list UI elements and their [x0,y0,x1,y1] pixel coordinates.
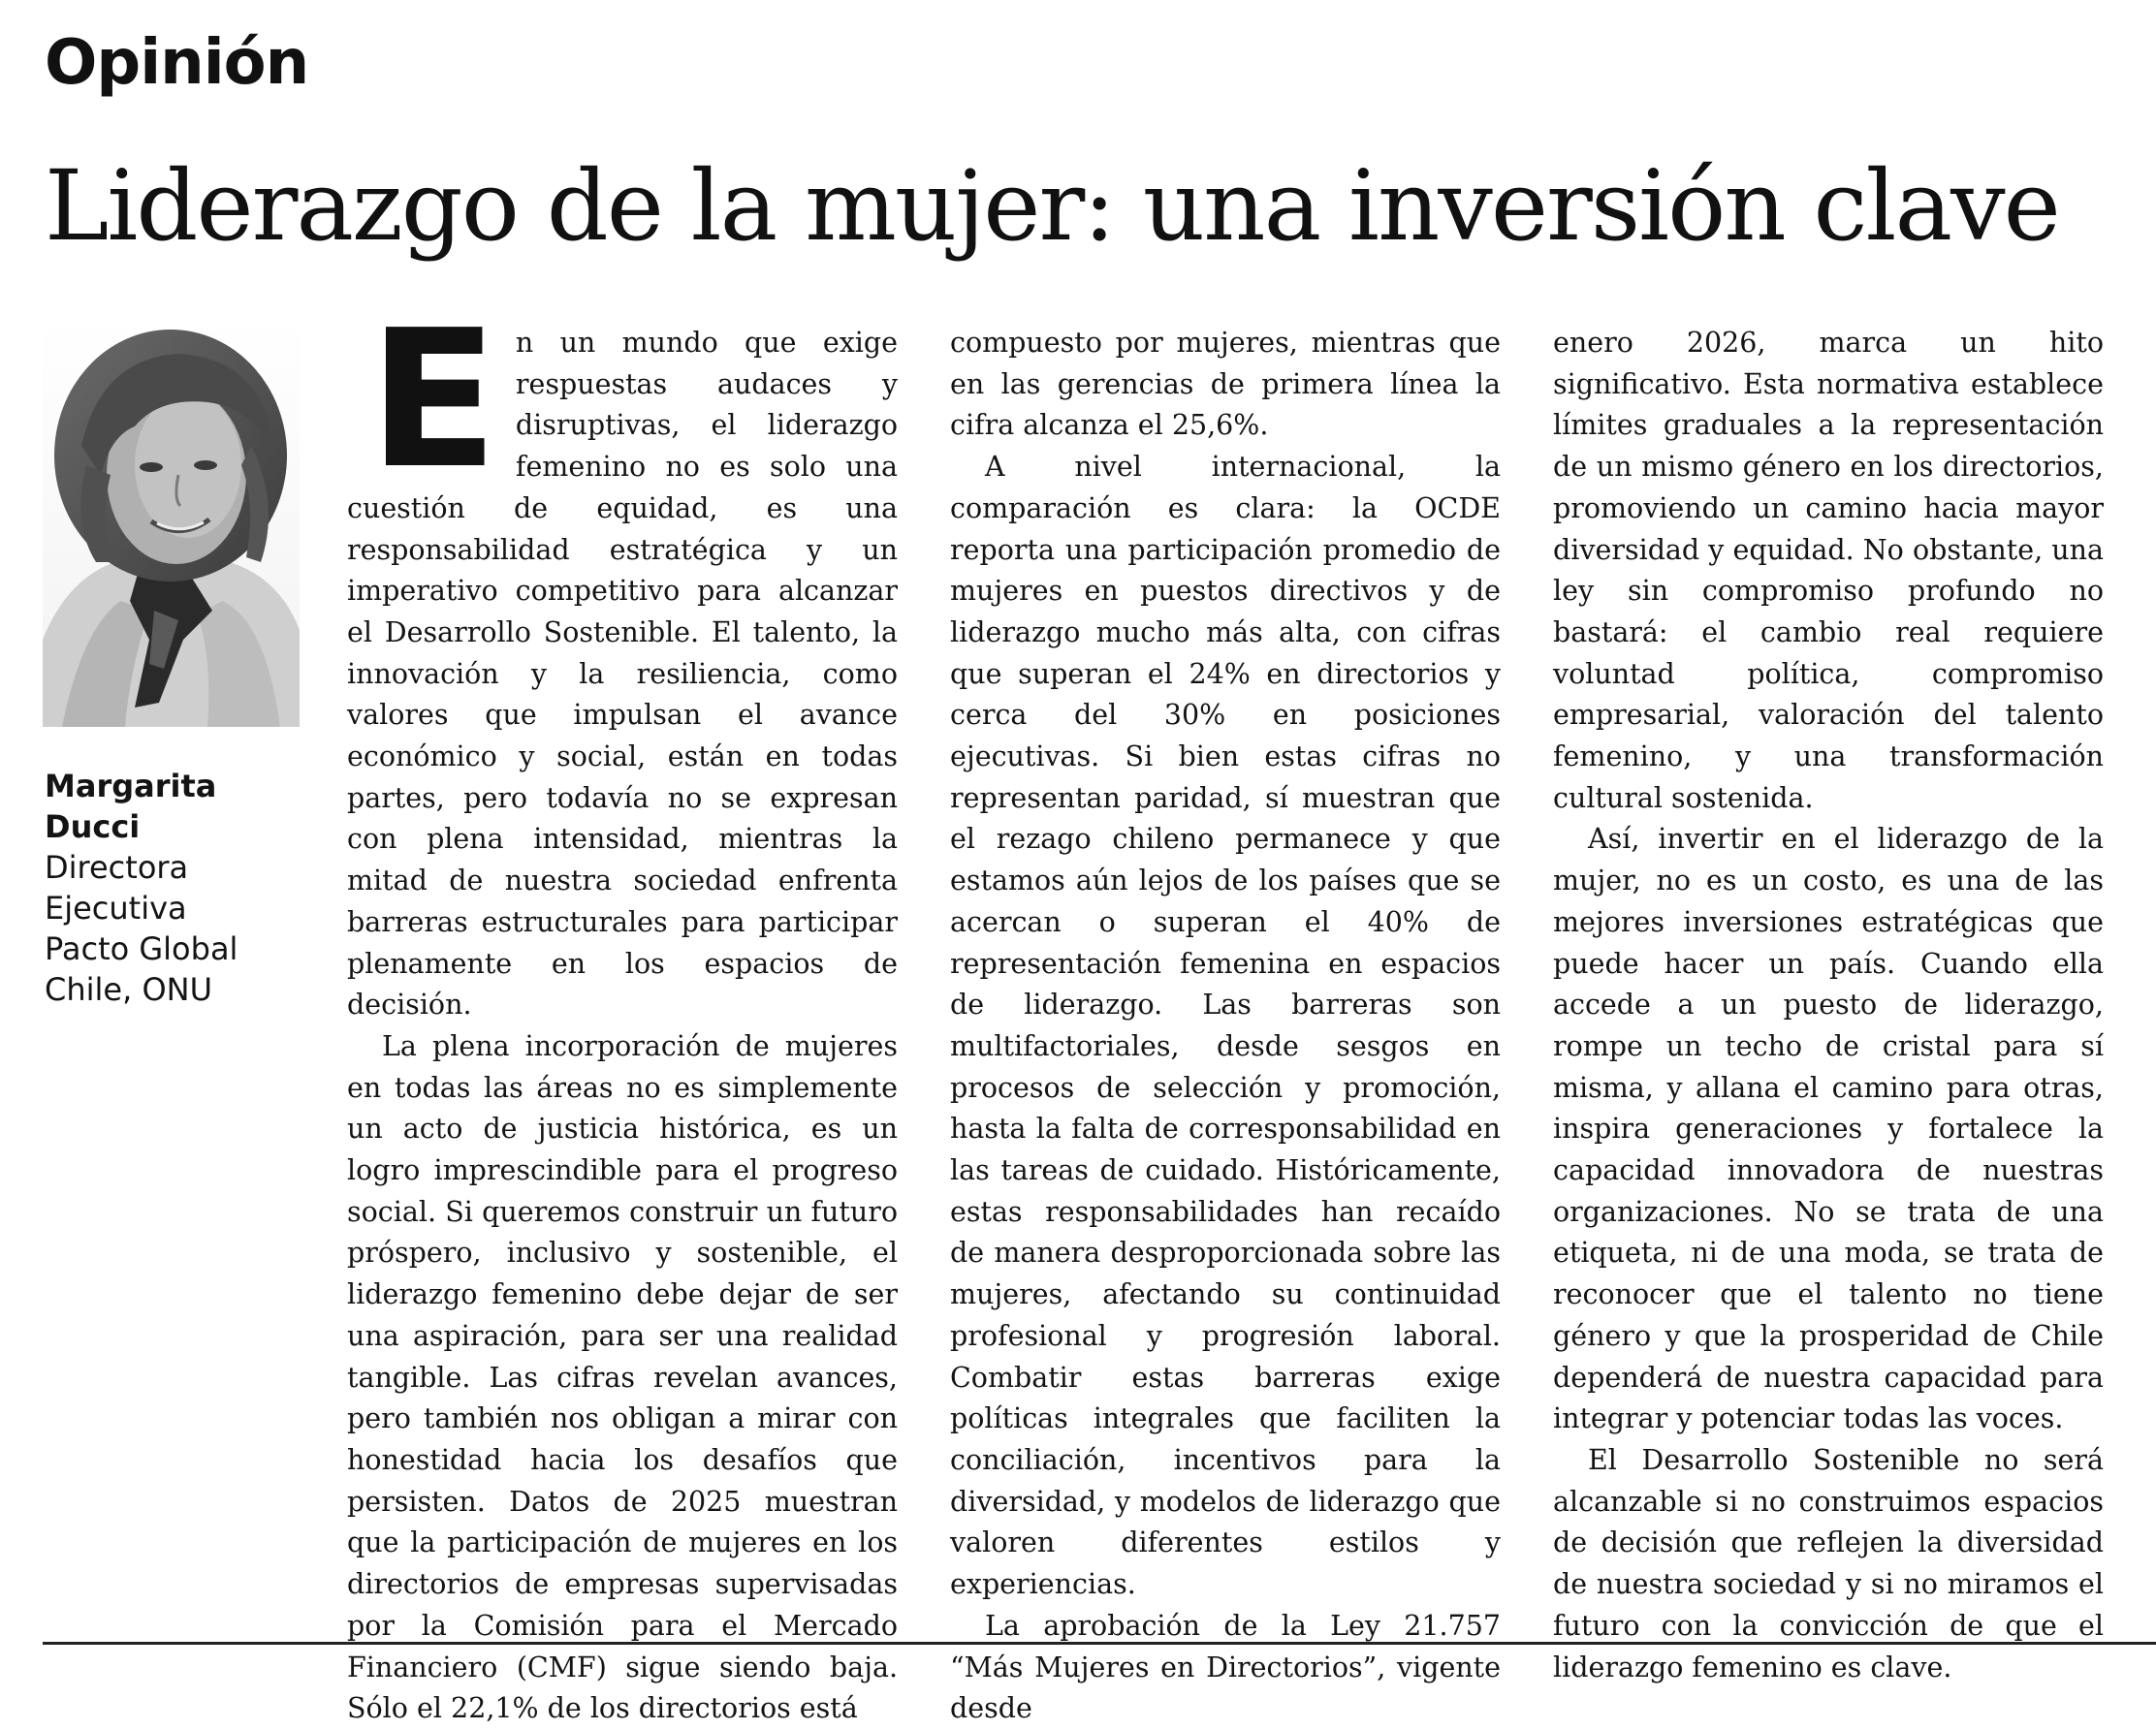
paragraph: Así, invertir en el liderazgo de la mujer, no es un costo, es una de las mejores inversiones estratégicas que puede hacer un país. Cuando ella accede a un puesto de liderazgo, rompe un techo de cristal para sí misma, y allana el camino para otras, inspira generaciones y fortalece la capacidad innovadora de nuestras organizaciones. No se trata de una etiqueta, ni de una moda, se trata de reconocer que el talento no tiene género y que la prosperidad de Chile dependerá de nuestra capacidad para integrar y potenciar todas las voces. [1553,823,2104,1435]
paragraph: compuesto por mujeres, mientras que en las gerencias de primera línea la cifra alcanza el 25,6%. [950,327,1501,442]
author-role-line1: Directora [45,849,189,886]
author-name-line1: Margarita [45,768,217,804]
author-role-line3: Pacto Global [45,930,238,967]
paragraph-text: n un mundo que exige respuestas audaces y disruptivas, el liderazgo femenino no es solo una cuestión de equidad, es una responsabilidad estratégica y un imperativo competitivo para alcanzar el Desarrollo Sostenible. El talento, la innovación y la resiliencia, como valores que impulsan el avance económico y social, están en todas partes, pero todavía no se expresan con plena intensidad, mientras la mitad de nuestra sociedad enfrenta barreras estructurales para participar plenamente en los espacios de decisión. [347,327,898,1022]
drop-cap: E [368,290,498,511]
paragraph: El Desarrollo Sostenible no será alcanzable si no construimos espacios de decisión que reflejen la diversidad de nuestra sociedad y si no miramos el futuro con la convicción de que el liderazgo femenino es clave. [1553,1443,2104,1683]
paragraph: enero 2026, marca un hito significativo. Esta normativa establece límites graduales a la representación de un mismo género en los directorios, promoviendo un camino hacia mayor diversidad y equidad. No obstante, una ley sin compromiso profundo no bastará: el cambio real requiere voluntad política, compromiso empresarial, valoración del talento femenino, y una transformación cultural sostenida. [1553,327,2104,814]
headline: Liderazgo de la mujer: una inversión clave [45,149,2059,263]
author-byline [45,766,287,1010]
article-column-3 [1553,323,2104,1683]
section-label: Opinión [45,27,309,99]
paragraph: La aprobación de la Ley 21.757 “Más Mujeres en Directorios”, vigente desde [950,1609,1501,1725]
author-photo [43,320,300,727]
author-role-line4: Chile, ONU [45,971,212,1008]
author-name-line2: Ducci [45,808,141,845]
bottom-divider [43,1642,2156,1645]
article-column-2 [950,323,1501,1725]
paragraph: La plena incorporación de mujeres en todas las áreas no es simplemente un acto de justicia histórica, es un logro imprescindible para el progreso social. Si queremos construir un futuro próspero, inclusivo y sostenible, el liderazgo femenino debe dejar de ser una aspiración, para ser una realidad tangible. Las cifras revelan avances, pero también nos obligan a mirar con honestidad hacia los desafíos que persisten. Datos de 2025 muestran que la participación de mujeres en los directorios de empresas supervisadas por la Comisión para el Mercado Financiero (CMF) sigue siendo baja. Sólo el 22,1% de los directorios está [347,1029,898,1725]
paragraph: A nivel internacional, la comparación es clara: la OCDE reporta una participación promedio de mujeres en puestos directivos y de liderazgo mucho más alta, con cifras que superan el 24% en directorios y cerca del 30% en posiciones ejecutivas. Si bien estas cifras no representan paridad, sí muestran que el rezago chileno permanece y que estamos aún lejos de los países que se acercan o superan el 40% de representación femenina en espacios de liderazgo. Las barreras son multifactoriales, desde sesgos en procesos de selección y promoción, hasta la falta de corresponsabilidad en las tareas de cuidado. Históricamente, estas responsabilidades han recaído de manera desproporcionada sobre las mujeres, afectando su continuidad profesional y progresión laboral. Combatir estas barreras exige políticas integrales que faciliten la conciliación, incentivos para la diversidad, y modelos de liderazgo que valoren diferentes estilos y experiencias. [950,451,1501,1601]
author-role-line2: Ejecutiva [45,890,187,927]
article-column-1 [347,290,898,1725]
paragraph [347,290,898,1026]
